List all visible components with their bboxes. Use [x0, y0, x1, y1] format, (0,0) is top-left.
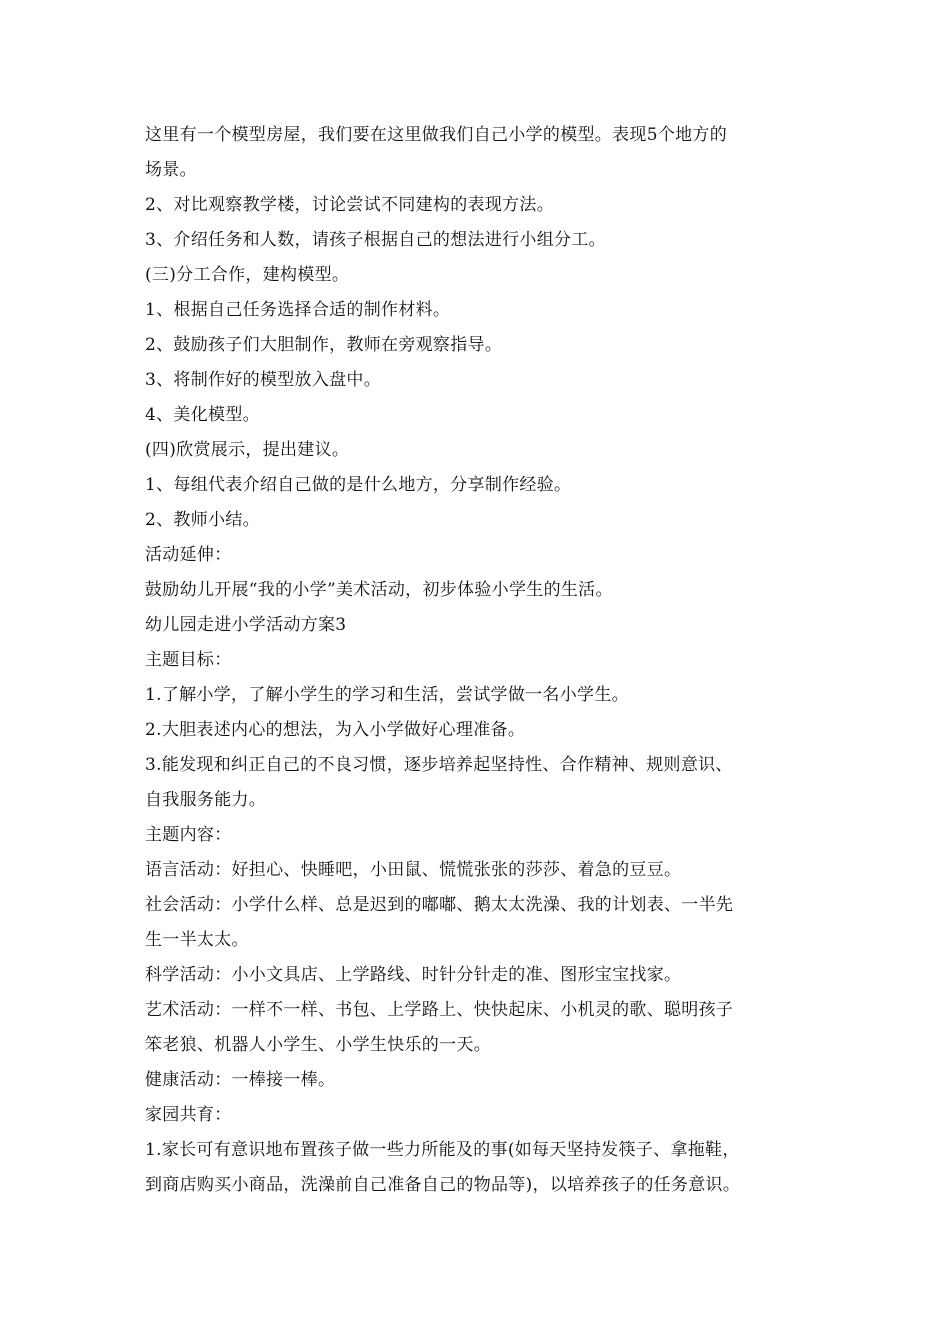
text-line: 笨老狼、机器人小学生、小学生快乐的一天。: [145, 1035, 491, 1055]
text-line: 2.大胆表述内心的想法，为入小学做好心理准备。: [145, 720, 526, 740]
text-line: 3、介绍任务和人数，请孩子根据自己的想法进行小组分工。: [145, 230, 606, 250]
document-body: [145, 118, 810, 1203]
text-line: 语言活动：好担心、快睡吧，小田鼠、慌慌张张的莎莎、着急的豆豆。: [145, 860, 682, 880]
text-line: 3.能发现和纠正自己的不良习惯，逐步培养起坚持性、合作精神、规则意识、: [145, 755, 733, 775]
text-line: 健康活动：一棒接一棒。: [145, 1070, 336, 1090]
text-line: 鼓励幼儿开展“我的小学”美术活动，初步体验小学生的生活。: [145, 580, 613, 600]
section-heading: 主题内容：: [145, 825, 232, 845]
text-line: 场景。: [145, 160, 197, 180]
text-line: 1.了解小学，了解小学生的学习和生活，尝试学做一名小学生。: [145, 685, 629, 705]
plan-title: 幼儿园走进小学活动方案3: [145, 615, 347, 635]
text-line: 3、将制作好的模型放入盘中。: [145, 370, 382, 390]
text-line: 1、每组代表介绍自己做的是什么地方，分享制作经验。: [145, 475, 572, 495]
text-line: 4、美化模型。: [145, 405, 260, 425]
text-line: 科学活动：小小文具店、上学路线、时针分针走的准、图形宝宝找家。: [145, 965, 682, 985]
text-line: 这里有一个模型房屋，我们要在这里做我们自己小学的模型。表现5个地方的: [145, 125, 728, 145]
text-line: 2、对比观察教学楼，讨论尝试不同建构的表现方法。: [145, 195, 555, 215]
text-line: 自我服务能力。: [145, 790, 267, 810]
section-heading: 家园共育：: [145, 1105, 232, 1125]
section-heading: 活动延伸：: [145, 545, 232, 565]
text-line: 到商店购买小商品，洗澡前自己准备自己的物品等)，以培养孩子的任务意识。: [145, 1175, 741, 1195]
text-line: 社会活动：小学什么样、总是迟到的嘟嘟、鹅太太洗澡、我的计划表、一半先: [145, 895, 734, 915]
text-line: 1、根据自己任务选择合适的制作材料。: [145, 300, 451, 320]
text-line: 艺术活动：一样不一样、书包、上学路上、快快起床、小机灵的歌、聪明孩子: [145, 1000, 734, 1020]
section-heading: (四)欣赏展示，提出建议。: [145, 440, 350, 460]
section-heading: (三)分工合作，建构模型。: [145, 265, 350, 285]
section-heading: 主题目标：: [145, 650, 232, 670]
text-line: 2、教师小结。: [145, 510, 260, 530]
text-line: 1.家长可有意识地布置孩子做一些力所能及的事(如每天坚持发筷子、拿拖鞋，: [145, 1140, 740, 1160]
text-line: 生一半太太。: [145, 930, 249, 950]
text-line: 2、鼓励孩子们大胆制作，教师在旁观察指导。: [145, 335, 503, 355]
